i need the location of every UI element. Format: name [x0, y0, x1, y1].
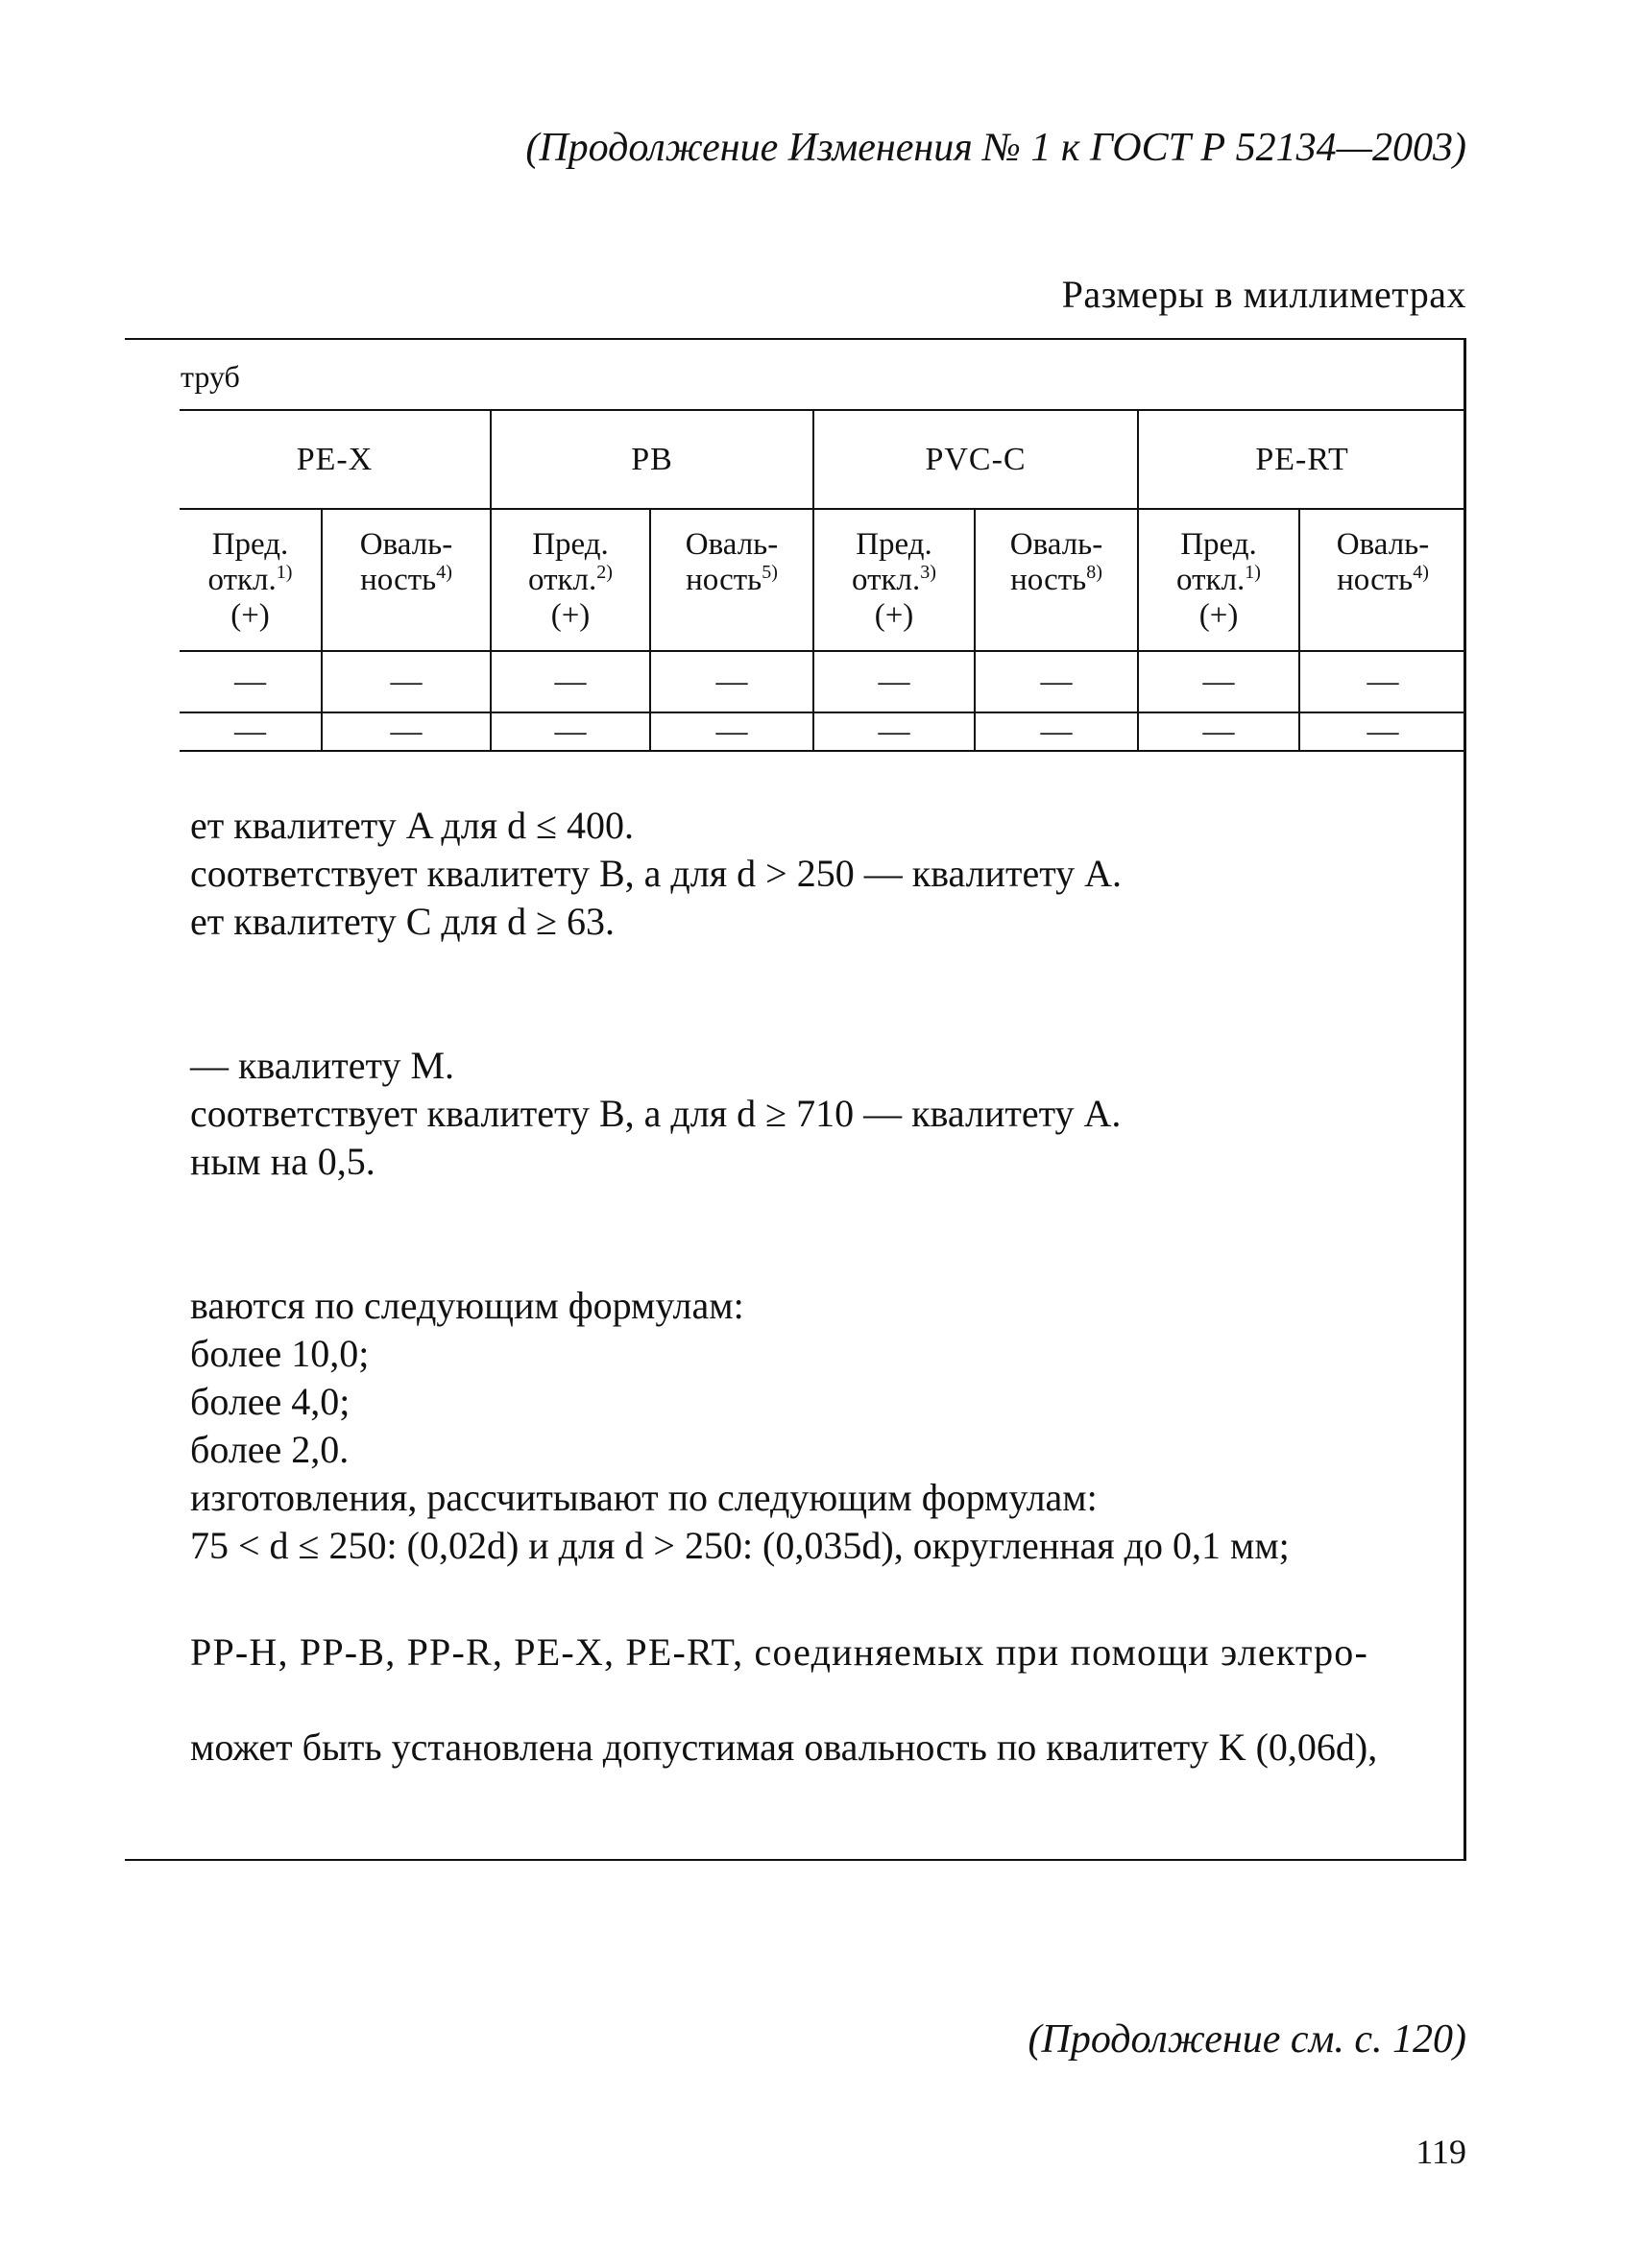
group-header-pert: PE-RT [1138, 410, 1465, 509]
table-cell: — [813, 712, 975, 751]
table-cell: — [650, 712, 813, 751]
subheader-deviation: Пред. откл.$^{1)}$ (+) [1138, 509, 1299, 651]
group-header-row [180, 410, 1465, 509]
table-cell: — [813, 651, 975, 712]
note-line: — квалитету M. [190, 1044, 455, 1087]
note-line: ваются по следующим формулам: [190, 1284, 744, 1327]
subheader-ovality: Оваль- ность$^{4)}$ [1299, 509, 1465, 651]
note-line: 75 < d ≤ 250: (0,02d) и для d > 250: (0,035d), округленная до 0,1 мм; [190, 1524, 1290, 1567]
subheader-row [180, 509, 1465, 651]
table-row [180, 651, 1465, 712]
continuation-footer: (Продолжение см. с. 120) [1028, 2017, 1466, 2062]
table-cell: — [180, 651, 322, 712]
subheader-deviation: Пред. откл.$^{1)}$ (+) [180, 509, 322, 651]
note-line: ным на 0,5. [190, 1140, 375, 1183]
page-number: 119 [1415, 2133, 1466, 2171]
subheader-ovality: Оваль- ность$^{5)}$ [650, 509, 813, 651]
table-cell: — [322, 651, 491, 712]
table-cell: — [180, 712, 322, 751]
notes-block-3 [190, 1282, 1290, 1570]
group-header-pex: PE-X [180, 410, 491, 509]
table-cell: — [491, 712, 650, 751]
table-cell: — [491, 651, 650, 712]
subheader-ovality: Оваль- ность$^{8)}$ [975, 509, 1138, 651]
note-line: более 2,0. [190, 1428, 350, 1471]
dimensions-table [180, 409, 1465, 752]
units-label: Размеры в миллиметрах [1061, 273, 1466, 316]
notes-block-2 [190, 1042, 1121, 1186]
table-cell: — [1299, 651, 1465, 712]
table-bottom-rule [125, 1859, 1465, 1861]
table-top-rule [125, 338, 1465, 340]
table-cell: — [975, 712, 1138, 751]
table-cell: — [975, 651, 1138, 712]
subheader-deviation: Пред. откл.$^{2)}$ (+) [491, 509, 650, 651]
note-line-materials: PP-H, PP-B, PP-R, PE-X, PE-RT, соединяемых при помощи электро- [190, 1630, 1369, 1674]
subheader-deviation: Пред. откл.$^{3)}$ (+) [813, 509, 975, 651]
group-header-pb: PB [491, 410, 813, 509]
continuation-header: (Продолжение Изменения № 1 к ГОСТ Р 52134—2003) [525, 126, 1466, 170]
note-line: соответствует квалитету B, а для d > 250 — квалитету A. [190, 852, 1123, 895]
table-row [180, 712, 1465, 751]
table-cell: — [1138, 651, 1299, 712]
subheader-ovality: Оваль- ность$^{4)}$ [322, 509, 491, 651]
note-line: ет квалитету C для d ≥ 63. [190, 900, 616, 943]
note-line: более 4,0; [190, 1380, 351, 1423]
table-cell: — [1299, 712, 1465, 751]
note-line: изготовления, рассчитывают по следующим формулам: [190, 1476, 1098, 1519]
table-cell: — [1138, 712, 1299, 751]
note-line: соответствует квалитету B, а для d ≥ 710 — квалитету A. [190, 1092, 1122, 1135]
notes-block-1 [190, 802, 1122, 946]
table-caption: труб [181, 359, 240, 394]
note-line-ovality: может быть установлена допустимая овальность по квалитету K (0,06d), [190, 1725, 1378, 1769]
table-cell: — [650, 651, 813, 712]
group-header-pvcc: PVC-C [813, 410, 1138, 509]
note-line: ет квалитету A для d ≤ 400. [190, 804, 635, 847]
note-line: более 10,0; [190, 1332, 370, 1375]
table-cell: — [322, 712, 491, 751]
